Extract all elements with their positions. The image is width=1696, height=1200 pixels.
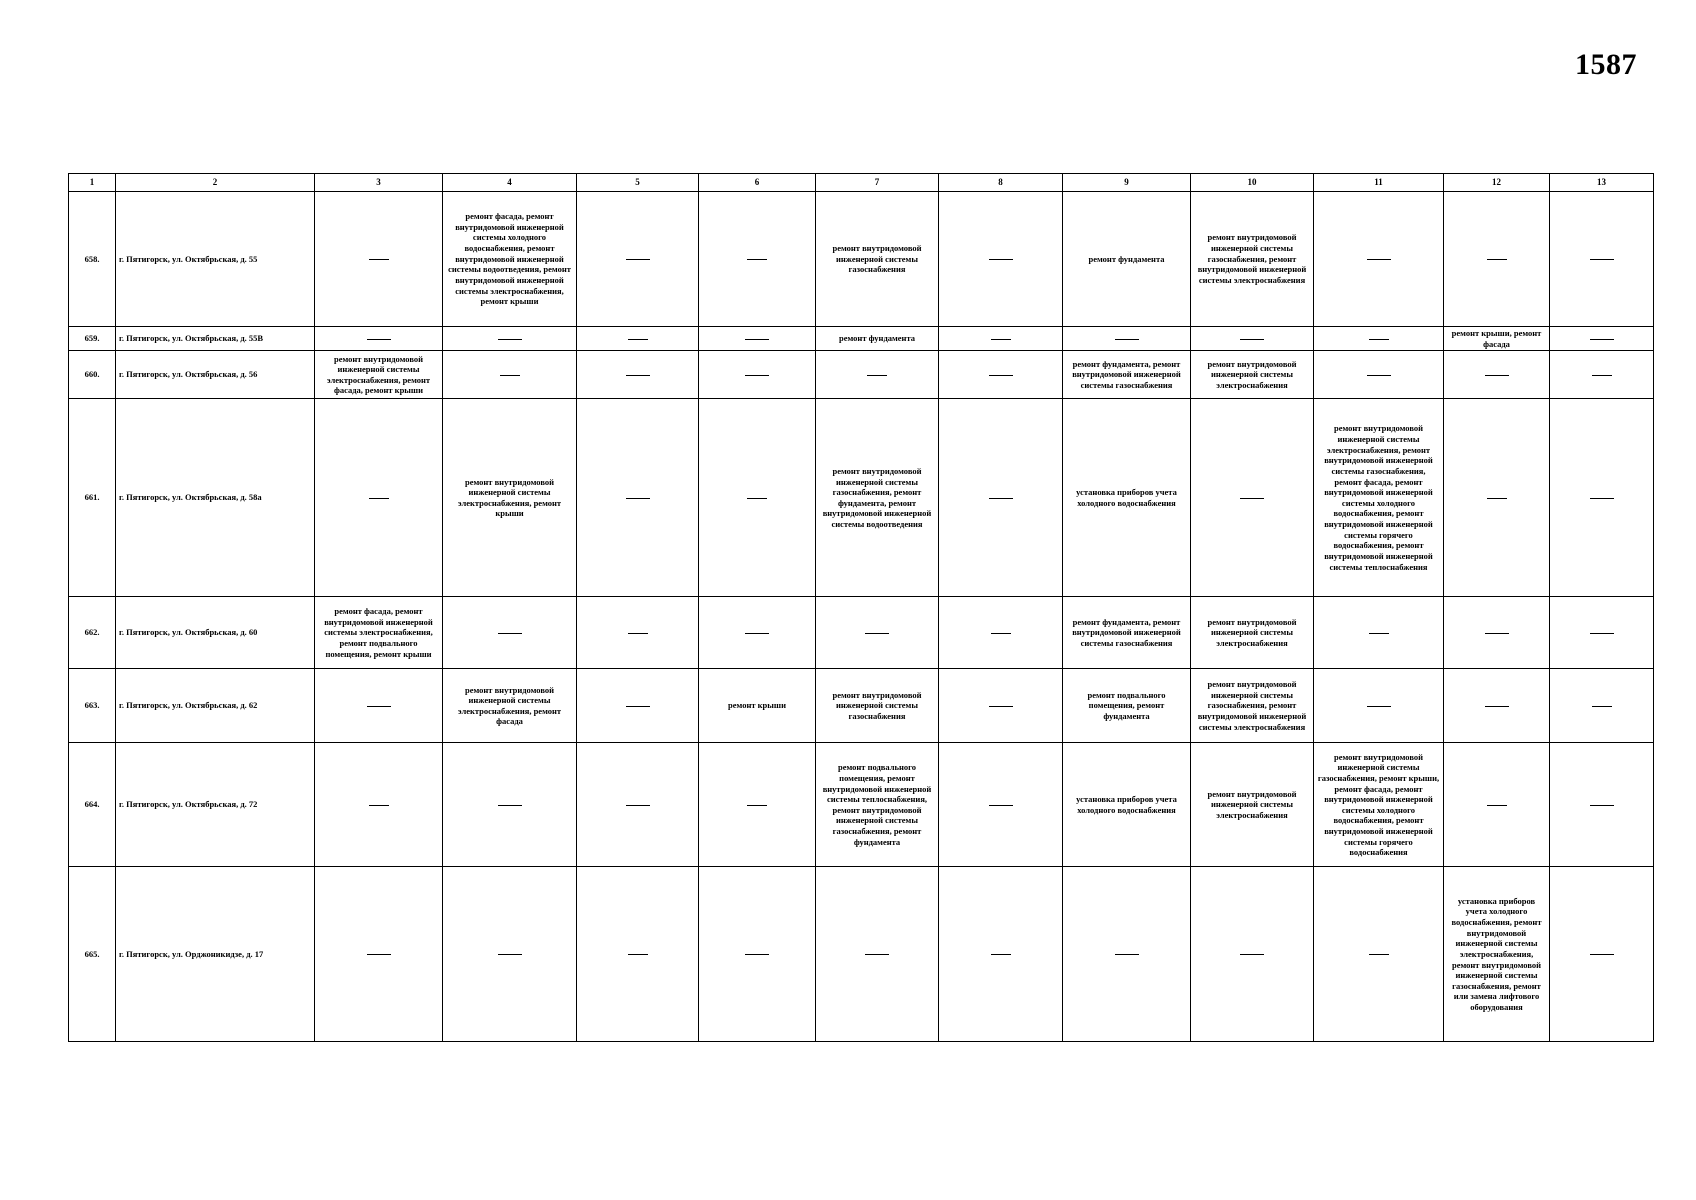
work-cell: установка приборов учета холодного водоснабжения, ремонт внутридомовой инженерной системы электроснабжения, ремонт внутридомовой инженерной системы газоснабжения, ремонт или замена лифтового оборудования — [1444, 867, 1550, 1042]
table-row — [69, 327, 1654, 351]
work-cell: ремонт внутридомовой инженерной системы электроснабжения, ремонт фасада, ремонт крыши — [315, 351, 443, 399]
empty-cell — [1550, 351, 1654, 399]
dash-mark — [865, 954, 889, 955]
empty-cell — [1191, 327, 1314, 351]
table-row — [69, 351, 1654, 399]
empty-cell — [443, 743, 577, 867]
empty-cell — [1550, 192, 1654, 327]
column-number: 3 — [315, 174, 443, 192]
row-number: 662. — [69, 597, 116, 669]
empty-cell — [939, 192, 1063, 327]
dash-mark — [1367, 375, 1391, 376]
work-cell: ремонт внутридомовой инженерной системы газоснабжения, ремонт внутридомовой инженерной системы электроснабжения — [1191, 669, 1314, 743]
row-number: 665. — [69, 867, 116, 1042]
work-cell: ремонт крыши — [699, 669, 816, 743]
dash-mark — [626, 375, 650, 376]
empty-cell — [443, 327, 577, 351]
empty-cell — [699, 351, 816, 399]
dash-mark — [1240, 954, 1264, 955]
dash-mark — [989, 259, 1013, 260]
dash-mark — [1369, 954, 1389, 955]
work-cell: ремонт фасада, ремонт внутридомовой инженерной системы холодного водоснабжения, ремонт внутридомовой инженерной системы водоотведения, ремонт внутридомовой инженерной системы электроснабжения, ремонт крыши — [443, 192, 577, 327]
empty-cell — [1444, 399, 1550, 597]
work-cell: ремонт внутридомовой инженерной системы газоснабжения, ремонт крыши, ремонт фасада, ремонт внутридомовой инженерной системы холодного водоснабжения, ремонт внутридомовой инженерной системы горячего водоснабжения — [1314, 743, 1444, 867]
empty-cell — [1314, 867, 1444, 1042]
dash-mark — [1592, 706, 1612, 707]
dash-mark — [626, 259, 650, 260]
empty-cell — [1314, 597, 1444, 669]
work-cell: установка приборов учета холодного водоснабжения — [1063, 399, 1191, 597]
work-cell: ремонт внутридомовой инженерной системы газоснабжения — [816, 192, 939, 327]
empty-cell — [315, 743, 443, 867]
work-cell: установка приборов учета холодного водоснабжения — [1063, 743, 1191, 867]
dash-mark — [1590, 498, 1614, 499]
work-cell: ремонт фасада, ремонт внутридомовой инженерной системы электроснабжения, ремонт подвального помещения, ремонт крыши — [315, 597, 443, 669]
row-number: 664. — [69, 743, 116, 867]
empty-cell — [1063, 867, 1191, 1042]
dash-mark — [369, 498, 389, 499]
dash-mark — [991, 633, 1011, 634]
empty-cell — [939, 399, 1063, 597]
dash-mark — [1240, 339, 1264, 340]
dash-mark — [867, 375, 887, 376]
dash-mark — [1369, 633, 1389, 634]
dash-mark — [1367, 259, 1391, 260]
dash-mark — [989, 805, 1013, 806]
work-cell: ремонт внутридомовой инженерной системы электроснабжения, ремонт фасада — [443, 669, 577, 743]
empty-cell — [699, 743, 816, 867]
empty-cell — [1444, 597, 1550, 669]
column-number: 6 — [699, 174, 816, 192]
column-number: 11 — [1314, 174, 1444, 192]
dash-mark — [1487, 498, 1507, 499]
dash-mark — [1487, 259, 1507, 260]
empty-cell — [816, 351, 939, 399]
work-cell: ремонт внутридомовой инженерной системы электроснабжения, ремонт внутридомовой инженерной системы газоснабжения, ремонт фасада, ремонт внутридомовой инженерной системы холодного водоснабжения, ремонт внутридомовой инженерной системы горячего водоснабжения, ремонт внутридомовой инженерной системы теплоснабжения — [1314, 399, 1444, 597]
work-cell: ремонт внутридомовой инженерной системы электроснабжения — [1191, 597, 1314, 669]
address-cell: г. Пятигорск, ул. Октябрьская, д. 55В — [116, 327, 315, 351]
dash-mark — [745, 339, 769, 340]
dash-mark — [1590, 954, 1614, 955]
column-number: 10 — [1191, 174, 1314, 192]
row-number: 658. — [69, 192, 116, 327]
page-number: 1587 — [1575, 48, 1637, 81]
empty-cell — [1314, 327, 1444, 351]
empty-cell — [1444, 669, 1550, 743]
work-cell: ремонт внутридомовой инженерной системы электроснабжения, ремонт крыши — [443, 399, 577, 597]
dash-mark — [991, 339, 1011, 340]
dash-mark — [1590, 339, 1614, 340]
column-number: 4 — [443, 174, 577, 192]
dash-mark — [989, 498, 1013, 499]
dash-mark — [1590, 805, 1614, 806]
dash-mark — [498, 339, 522, 340]
dash-mark — [1485, 706, 1509, 707]
work-cell: ремонт фундамента, ремонт внутридомовой инженерной системы газоснабжения — [1063, 351, 1191, 399]
column-number: 9 — [1063, 174, 1191, 192]
empty-cell — [577, 867, 699, 1042]
dash-mark — [1367, 706, 1391, 707]
empty-cell — [1314, 669, 1444, 743]
empty-cell — [577, 597, 699, 669]
column-number: 2 — [116, 174, 315, 192]
empty-cell — [1444, 743, 1550, 867]
dash-mark — [991, 954, 1011, 955]
table-row — [69, 597, 1654, 669]
dash-mark — [989, 375, 1013, 376]
empty-cell — [577, 399, 699, 597]
work-cell: ремонт внутридомовой инженерной системы газоснабжения — [816, 669, 939, 743]
empty-cell — [699, 192, 816, 327]
empty-cell — [443, 867, 577, 1042]
empty-cell — [699, 597, 816, 669]
empty-cell — [939, 669, 1063, 743]
dash-mark — [745, 954, 769, 955]
dash-mark — [747, 259, 767, 260]
empty-cell — [699, 399, 816, 597]
empty-cell — [577, 192, 699, 327]
empty-cell — [1444, 192, 1550, 327]
column-number: 5 — [577, 174, 699, 192]
empty-cell — [315, 669, 443, 743]
dash-mark — [1485, 375, 1509, 376]
empty-cell — [939, 597, 1063, 669]
table-row — [69, 867, 1654, 1042]
empty-cell — [1191, 399, 1314, 597]
address-cell: г. Пятигорск, ул. Октябрьская, д. 62 — [116, 669, 315, 743]
empty-cell — [699, 327, 816, 351]
empty-cell — [577, 327, 699, 351]
empty-cell — [816, 597, 939, 669]
address-cell: г. Пятигорск, ул. Октябрьская, д. 72 — [116, 743, 315, 867]
empty-cell — [1063, 327, 1191, 351]
dash-mark — [1592, 375, 1612, 376]
dash-mark — [628, 954, 648, 955]
dash-mark — [747, 805, 767, 806]
column-number: 12 — [1444, 174, 1550, 192]
column-number: 8 — [939, 174, 1063, 192]
empty-cell — [1550, 327, 1654, 351]
table-row — [69, 192, 1654, 327]
empty-cell — [1550, 597, 1654, 669]
dash-mark — [367, 339, 391, 340]
address-cell: г. Пятигорск, ул. Октябрьская, д. 56 — [116, 351, 315, 399]
dash-mark — [1590, 259, 1614, 260]
works-table — [68, 173, 1654, 1042]
dash-mark — [1485, 633, 1509, 634]
dash-mark — [1487, 805, 1507, 806]
work-cell: ремонт подвального помещения, ремонт фундамента — [1063, 669, 1191, 743]
empty-cell — [1444, 351, 1550, 399]
dash-mark — [865, 633, 889, 634]
empty-cell — [577, 669, 699, 743]
work-cell: ремонт фундамента — [816, 327, 939, 351]
table-row — [69, 399, 1654, 597]
dash-mark — [628, 339, 648, 340]
empty-cell — [577, 351, 699, 399]
dash-mark — [747, 498, 767, 499]
empty-cell — [939, 327, 1063, 351]
work-cell: ремонт внутридомовой инженерной системы газоснабжения, ремонт внутридомовой инженерной системы электроснабжения — [1191, 192, 1314, 327]
table-body — [69, 174, 1654, 1042]
work-cell: ремонт подвального помещения, ремонт внутридомовой инженерной системы теплоснабжения, ремонт внутридомовой инженерной системы газоснабжения, ремонт фундамента — [816, 743, 939, 867]
empty-cell — [699, 867, 816, 1042]
dash-mark — [1240, 498, 1264, 499]
empty-cell — [1550, 867, 1654, 1042]
dash-mark — [628, 633, 648, 634]
address-cell: г. Пятигорск, ул. Орджоникидзе, д. 17 — [116, 867, 315, 1042]
dash-mark — [500, 375, 520, 376]
empty-cell — [315, 327, 443, 351]
work-cell: ремонт внутридомовой инженерной системы электроснабжения — [1191, 743, 1314, 867]
dash-mark — [367, 954, 391, 955]
dash-mark — [369, 805, 389, 806]
empty-cell — [1191, 867, 1314, 1042]
column-number-row — [69, 174, 1654, 192]
row-number: 660. — [69, 351, 116, 399]
address-cell: г. Пятигорск, ул. Октябрьская, д. 58а — [116, 399, 315, 597]
work-cell: ремонт фундамента — [1063, 192, 1191, 327]
dash-mark — [367, 706, 391, 707]
empty-cell — [939, 351, 1063, 399]
address-cell: г. Пятигорск, ул. Октябрьская, д. 60 — [116, 597, 315, 669]
empty-cell — [816, 867, 939, 1042]
empty-cell — [315, 399, 443, 597]
empty-cell — [1550, 743, 1654, 867]
dash-mark — [1369, 339, 1389, 340]
empty-cell — [443, 351, 577, 399]
column-number: 1 — [69, 174, 116, 192]
work-cell: ремонт внутридомовой инженерной системы газоснабжения, ремонт фундамента, ремонт внутридомовой инженерной системы водоотведения — [816, 399, 939, 597]
work-cell: ремонт крыши, ремонт фасада — [1444, 327, 1550, 351]
empty-cell — [1550, 399, 1654, 597]
empty-cell — [939, 867, 1063, 1042]
table-row — [69, 669, 1654, 743]
empty-cell — [443, 597, 577, 669]
dash-mark — [1115, 954, 1139, 955]
empty-cell — [315, 192, 443, 327]
column-number: 13 — [1550, 174, 1654, 192]
row-number: 663. — [69, 669, 116, 743]
dash-mark — [745, 375, 769, 376]
table-row — [69, 743, 1654, 867]
dash-mark — [626, 706, 650, 707]
row-number: 661. — [69, 399, 116, 597]
dash-mark — [626, 805, 650, 806]
dash-mark — [369, 259, 389, 260]
empty-cell — [315, 867, 443, 1042]
row-number: 659. — [69, 327, 116, 351]
dash-mark — [1590, 633, 1614, 634]
dash-mark — [498, 633, 522, 634]
column-number: 7 — [816, 174, 939, 192]
empty-cell — [1314, 192, 1444, 327]
dash-mark — [1115, 339, 1139, 340]
dash-mark — [989, 706, 1013, 707]
empty-cell — [939, 743, 1063, 867]
dash-mark — [498, 805, 522, 806]
empty-cell — [1314, 351, 1444, 399]
dash-mark — [626, 498, 650, 499]
work-cell: ремонт внутридомовой инженерной системы электроснабжения — [1191, 351, 1314, 399]
address-cell: г. Пятигорск, ул. Октябрьская, д. 55 — [116, 192, 315, 327]
work-cell: ремонт фундамента, ремонт внутридомовой инженерной системы газоснабжения — [1063, 597, 1191, 669]
empty-cell — [1550, 669, 1654, 743]
dash-mark — [498, 954, 522, 955]
dash-mark — [745, 633, 769, 634]
empty-cell — [577, 743, 699, 867]
